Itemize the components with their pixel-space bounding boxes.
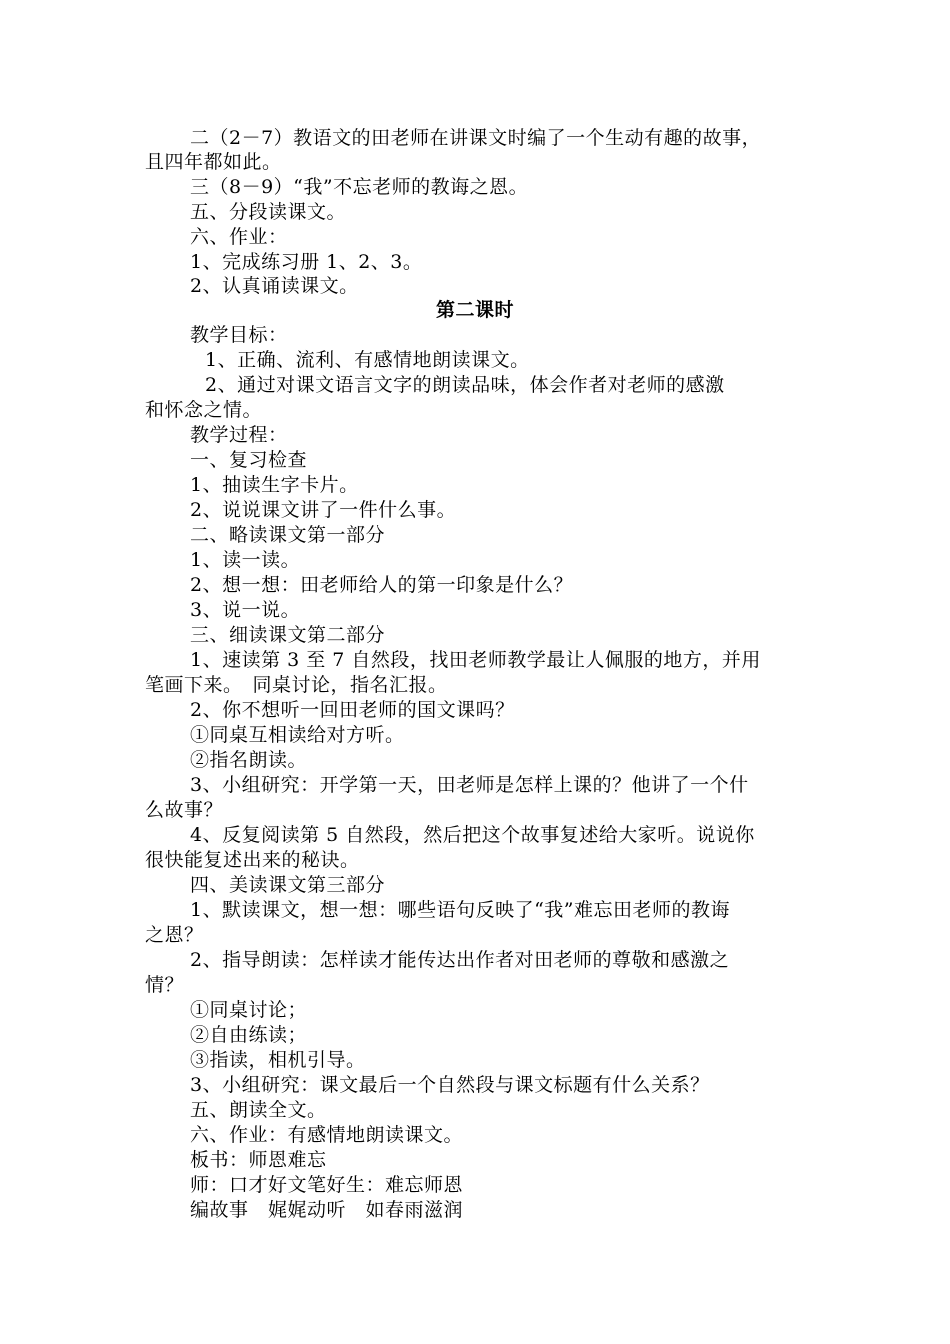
text-line: 情？ [145,974,185,996]
text-line: 1、读一读。 [190,549,301,571]
text-line: ②指名朗读。 [190,749,308,771]
text-line: 师：口才好文笔好生：难忘师恩 [190,1174,464,1196]
text-line: 2、指导朗读：怎样读才能传达出作者对田老师的尊敬和感激之 [190,949,730,971]
text-line: 1、正确、流利、有感情地朗读课文。 [205,349,530,371]
text-line: 1、完成练习册 1、2、3。 [190,251,423,273]
text-line: 2、想一想：田老师给人的第一印象是什么？ [190,574,574,596]
text-line: 编故事 娓娓动听 如春雨滋润 [190,1199,464,1221]
text-line: 五、朗读全文。 [190,1099,327,1121]
text-line: 2、说说课文讲了一件什么事。 [190,499,457,521]
text-line: ②自由练读； [190,1024,308,1046]
text-line: 1、抽读生字卡片。 [190,474,359,496]
text-line: 一、复习检查 [190,449,308,471]
text-line: 么故事？ [145,799,224,821]
text-line: 1、速读第 3 至 7 自然段，找田老师教学最让人佩服的地方，并用 [190,649,761,671]
text-line: 2、你不想听一回田老师的国文课吗？ [190,699,515,721]
text-line: 教学过程： [190,424,288,446]
text-line: 六、作业：有感情地朗读课文。 [190,1124,464,1146]
text-line: 3、说一说。 [190,599,301,621]
text-line: 和怀念之情。 [145,399,263,421]
text-line: ①同桌讨论； [190,999,308,1021]
text-line: 六、作业： [190,226,288,248]
text-line: 教学目标： [190,324,288,346]
text-line: 且四年都如此。 [145,151,282,173]
section-title: 第二课时 [435,299,514,321]
text-line: 1、默读课文，想一想：哪些语句反映了“我”难忘田老师的教诲 [190,899,731,921]
text-line: 3、小组研究：开学第一天，田老师是怎样上课的？他讲了一个什 [190,774,749,796]
text-line: 2、通过对课文语言文字的朗读品味，体会作者对老师的感激 [205,374,725,396]
text-line: 2、认真诵读课文。 [190,275,359,297]
text-line: ③指读，相机引导。 [190,1049,366,1071]
text-line: 很快能复述出来的秘诀。 [145,849,360,871]
text-line: ①同桌互相读给对方听。 [190,724,405,746]
text-line: 4、反复阅读第 5 自然段，然后把这个故事复述给大家听。说说你 [190,824,755,846]
text-line: 板书：师恩难忘 [190,1149,327,1171]
text-line: 三、细读课文第二部分 [190,624,386,646]
text-line: 3、小组研究：课文最后一个自然段与课文标题有什么关系？ [190,1074,710,1096]
text-line: 之恩？ [145,924,204,946]
text-line: 三（8－9）“我”不忘老师的教诲之恩。 [190,176,529,198]
text-line: 二（2－7）教语文的田老师在讲课文时编了一个生动有趣的故事， [190,127,762,149]
text-line: 二、略读课文第一部分 [190,524,386,546]
text-line: 笔画下来。 同桌讨论，指名汇报。 [145,674,448,696]
text-line: 四、美读课文第三部分 [190,874,386,896]
text-line: 五、分段读课文。 [190,201,347,223]
